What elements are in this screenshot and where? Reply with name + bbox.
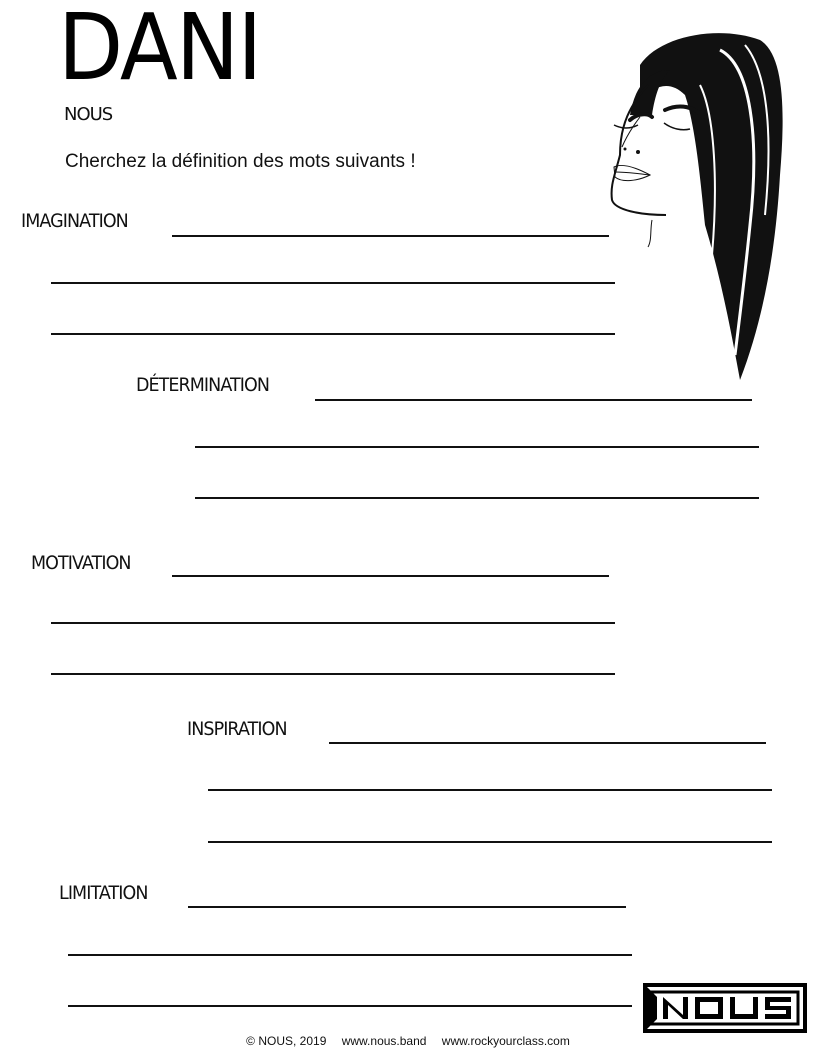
woman-portrait-icon: [600, 25, 790, 385]
page-subtitle: NOUS: [64, 104, 113, 125]
answer-line[interactable]: [188, 906, 626, 908]
answer-line[interactable]: [172, 235, 609, 237]
footer: [0, 1034, 816, 1048]
answer-line[interactable]: [208, 789, 772, 791]
footer-copyright: © NOUS, 2019: [246, 1034, 327, 1048]
page-title: DANI: [58, 0, 261, 101]
answer-line[interactable]: [172, 575, 609, 577]
word-label-inspiration: INSPIRATION: [187, 718, 287, 740]
word-label-motivation: MOTIVATION: [31, 552, 131, 574]
answer-line[interactable]: [51, 622, 615, 624]
instruction-text: Cherchez la définition des mots suivants !: [65, 151, 416, 172]
word-label-limitation: LIMITATION: [59, 882, 148, 904]
word-label-determination: DÉTERMINATION: [136, 374, 269, 396]
nous-logo: [643, 983, 807, 1033]
answer-line[interactable]: [195, 446, 759, 448]
answer-line[interactable]: [195, 497, 759, 499]
footer-link-rockyourclass[interactable]: www.rockyourclass.com: [441, 1034, 570, 1048]
answer-line[interactable]: [51, 333, 615, 335]
answer-line[interactable]: [68, 954, 632, 956]
answer-line[interactable]: [315, 399, 752, 401]
answer-line[interactable]: [329, 742, 766, 744]
word-label-imagination: IMAGINATION: [21, 210, 128, 232]
answer-line[interactable]: [51, 282, 615, 284]
answer-line[interactable]: [208, 841, 772, 843]
footer-link-nous[interactable]: www.nous.band: [341, 1034, 427, 1048]
answer-line[interactable]: [51, 673, 615, 675]
answer-line[interactable]: [68, 1005, 632, 1007]
